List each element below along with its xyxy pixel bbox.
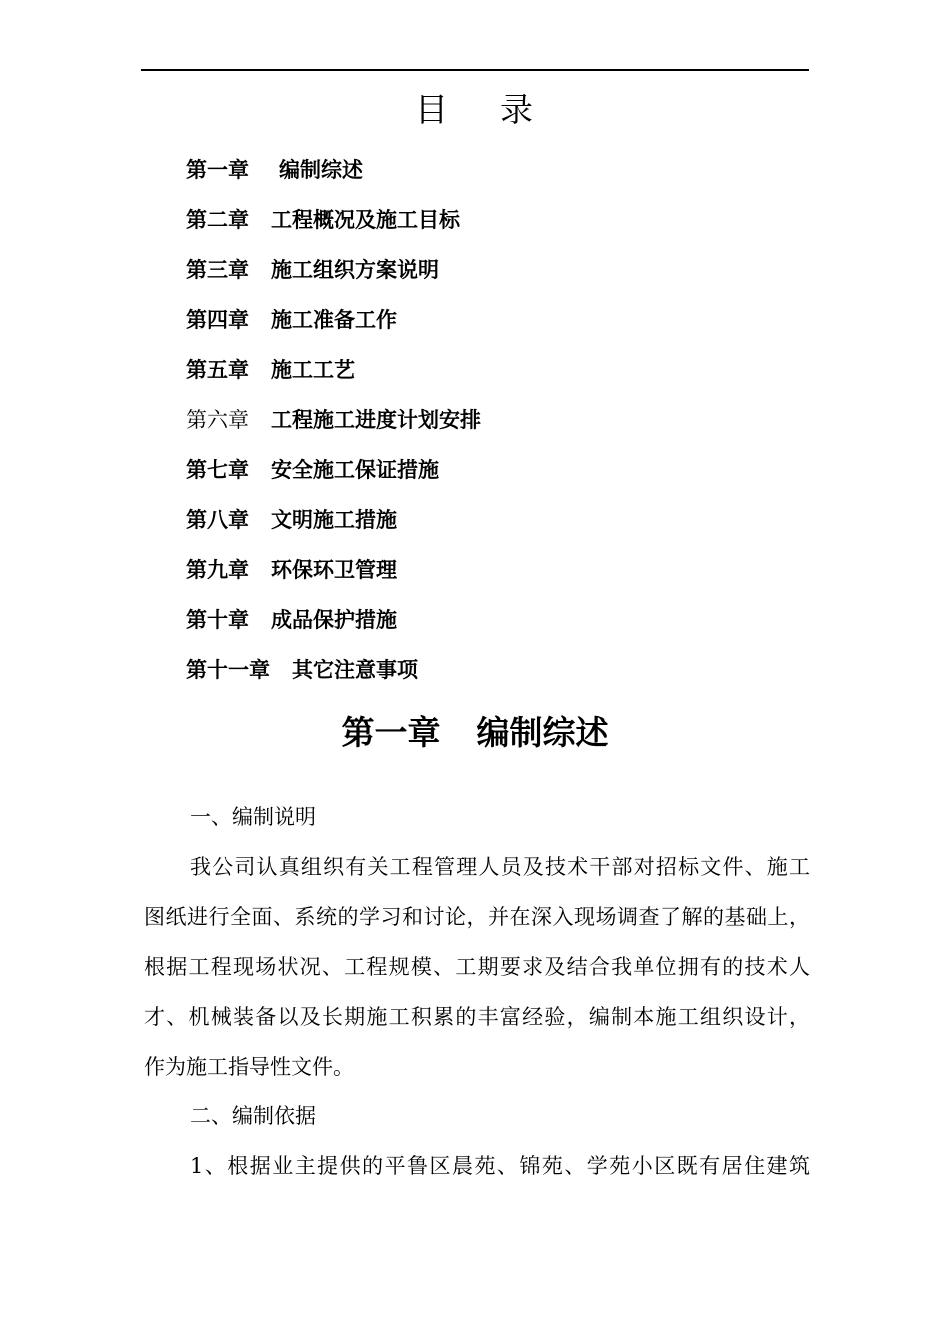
toc-chapter-name: 编制综述 — [279, 157, 363, 182]
paragraph — [144, 1141, 810, 1191]
section-heading: 一、编制说明 — [190, 805, 316, 829]
chapter-title: 编制综述 — [476, 713, 609, 752]
toc-chapter-number: 第五章 — [186, 357, 249, 382]
toc-chapter-number: 第十章 — [186, 607, 249, 632]
toc-chapter-name: 施工组织方案说明 — [271, 257, 439, 282]
paragraph-line: 根据工程现场状况、工程规模、工期要求及结合我单位拥有的技术人 — [144, 955, 810, 979]
paragraph-line: 1、根据业主提供的平鲁区晨苑、锦苑、学苑小区既有居住建筑 — [190, 1154, 810, 1178]
toc-item[interactable] — [186, 350, 481, 400]
toc-chapter-name: 施工工艺 — [271, 357, 355, 382]
toc-chapter-name: 工程施工进度计划安排 — [271, 407, 481, 432]
toc-chapter-number: 第七章 — [186, 457, 249, 482]
toc-chapter-number: 第三章 — [186, 257, 249, 282]
toc-list — [186, 150, 481, 700]
toc-item[interactable] — [186, 200, 481, 250]
paragraph-line: 图纸进行全面、系统的学习和讨论，并在深入现场调查了解的基础上， — [144, 905, 810, 929]
toc-item[interactable] — [186, 400, 481, 450]
chapter-number: 第一章 — [341, 713, 441, 752]
toc-item[interactable] — [186, 450, 481, 500]
section-heading: 二、编制依据 — [190, 1104, 316, 1128]
toc-chapter-number: 第四章 — [186, 307, 249, 332]
toc-chapter-name: 工程概况及施工目标 — [271, 207, 460, 232]
toc-title-char-2: 录 — [500, 90, 535, 129]
toc-item[interactable] — [186, 300, 481, 350]
toc-chapter-number: 第一章 — [186, 157, 249, 182]
toc-chapter-name: 其它注意事项 — [292, 657, 418, 682]
paragraph-line: 才、机械装备以及长期施工积累的丰富经验，编制本施工组织设计， — [144, 1005, 810, 1029]
toc-chapter-number: 第八章 — [186, 507, 249, 532]
toc-item[interactable] — [186, 600, 481, 650]
paragraph-line: 作为施工指导性文件。 — [144, 1055, 354, 1079]
toc-chapter-name: 施工准备工作 — [271, 307, 397, 332]
toc-item[interactable] — [186, 250, 481, 300]
toc-chapter-name: 文明施工措施 — [271, 507, 397, 532]
toc-item[interactable] — [186, 500, 481, 550]
toc-title — [0, 86, 950, 134]
toc-chapter-name: 安全施工保证措施 — [271, 457, 439, 482]
header-rule — [141, 69, 809, 71]
paragraph-line: 我公司认真组织有关工程管理人员及技术干部对招标文件、施工 — [190, 855, 810, 879]
toc-chapter-number: 第六章 — [186, 408, 249, 432]
paragraph — [144, 842, 810, 1092]
toc-chapter-number: 第二章 — [186, 207, 249, 232]
chapter-heading — [0, 708, 950, 758]
toc-item[interactable] — [186, 150, 481, 200]
toc-chapter-number: 第九章 — [186, 557, 249, 582]
toc-title-char-1: 目 — [415, 90, 450, 129]
toc-chapter-name: 环保环卫管理 — [271, 557, 397, 582]
toc-item[interactable] — [186, 550, 481, 600]
toc-chapter-number: 第十一章 — [186, 657, 270, 682]
toc-chapter-name: 成品保护措施 — [271, 607, 397, 632]
toc-item[interactable] — [186, 650, 481, 700]
